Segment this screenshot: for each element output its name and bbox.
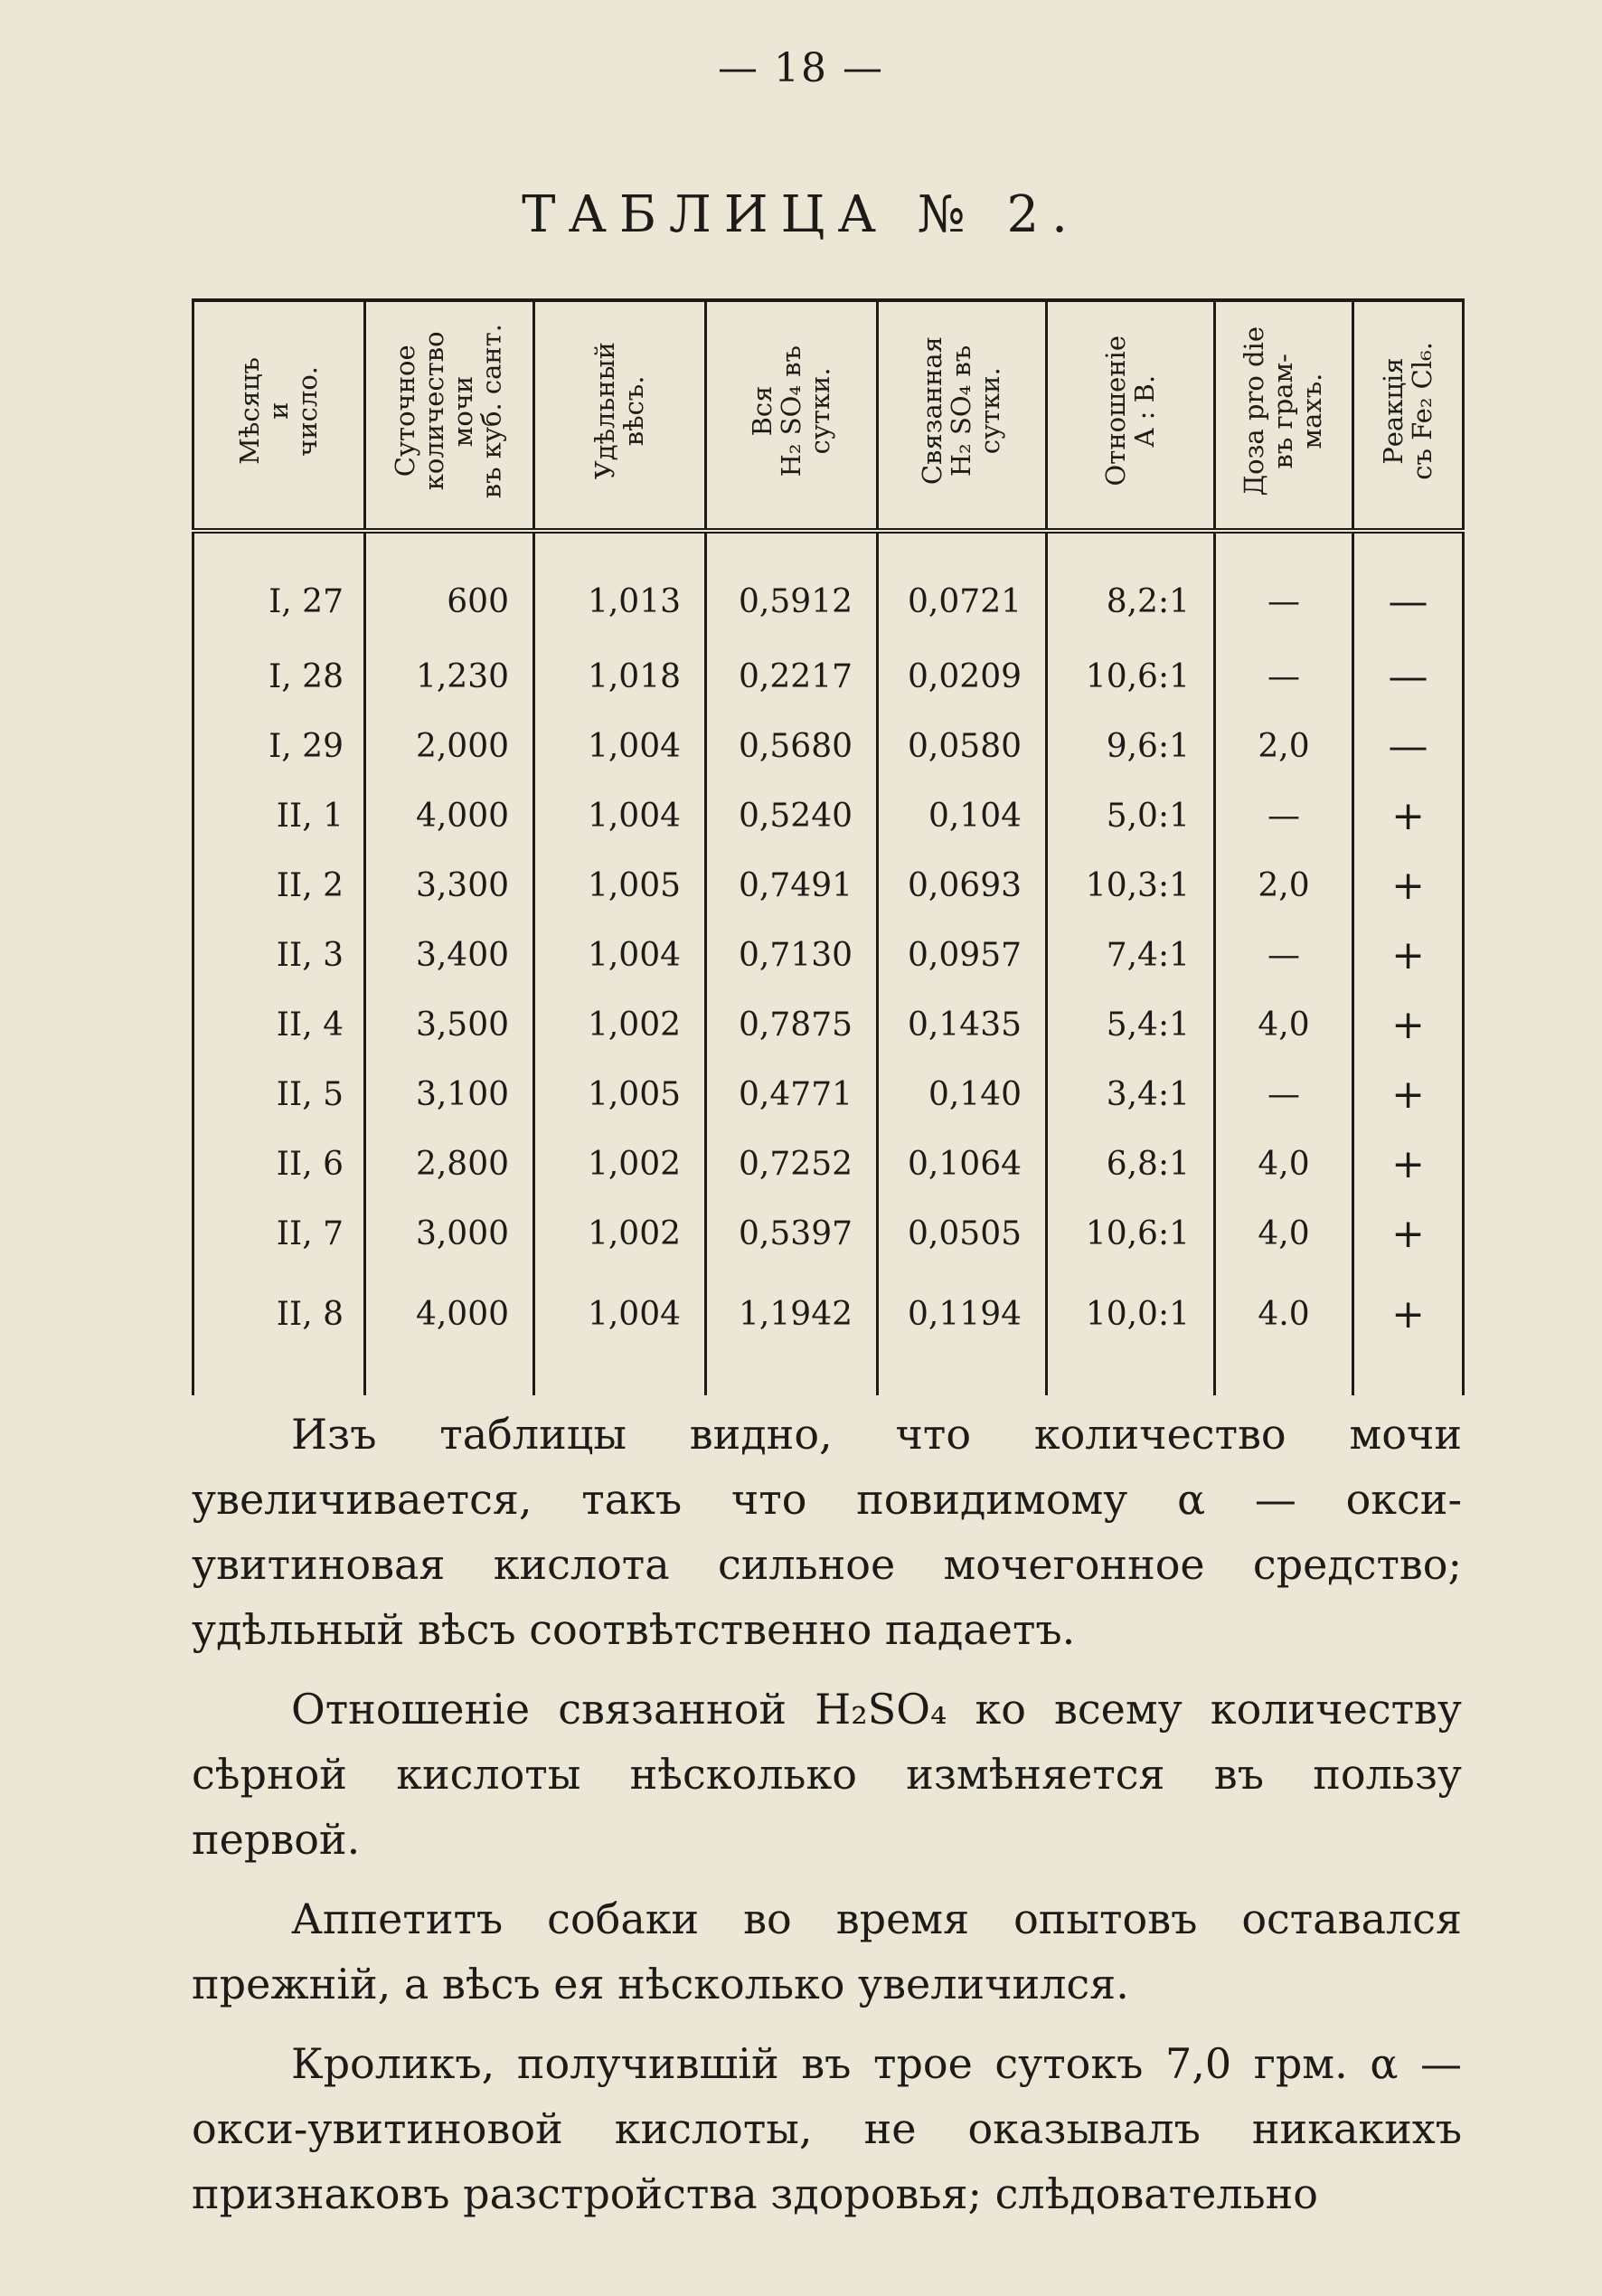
cell-urine: 3,000 <box>365 1199 534 1269</box>
cell-ratio: 10,0:1 <box>1047 1269 1215 1395</box>
cell-bound: 0,0693 <box>878 851 1047 921</box>
table-row <box>193 1060 1464 1129</box>
cell-date: II, 6 <box>193 1129 365 1199</box>
cell-date: II, 2 <box>193 851 365 921</box>
cell-ratio: 9,6:1 <box>1047 712 1215 781</box>
cell-date: II, 7 <box>193 1199 365 1269</box>
cell-reaction: — <box>1353 531 1464 642</box>
cell-ratio: 3,4:1 <box>1047 1060 1215 1129</box>
table-row <box>193 781 1464 851</box>
cell-reaction: + <box>1353 1269 1464 1395</box>
cell-urine: 3,500 <box>365 990 534 1060</box>
cell-reaction: + <box>1353 781 1464 851</box>
cell-ratio: 10,3:1 <box>1047 851 1215 921</box>
cell-total: 0,7252 <box>706 1129 878 1199</box>
cell-dose: 4.0 <box>1215 1269 1353 1395</box>
cell-gravity: 1,004 <box>534 1269 706 1395</box>
cell-bound: 0,0505 <box>878 1199 1047 1269</box>
cell-bound: 0,0209 <box>878 642 1047 712</box>
body-text <box>192 1402 1462 2241</box>
cell-bound: 0,140 <box>878 1060 1047 1129</box>
table-row <box>193 851 1464 921</box>
data-table <box>192 298 1465 1395</box>
cell-urine: 2,800 <box>365 1129 534 1199</box>
col-header-ratio: Отношеніе A : B. <box>1047 300 1215 531</box>
table-row <box>193 921 1464 990</box>
cell-dose: — <box>1215 921 1353 990</box>
cell-urine: 4,000 <box>365 1269 534 1395</box>
cell-bound: 0,0957 <box>878 921 1047 990</box>
col-header-reaction: Реакція съ Fe₂ Cl₆. <box>1353 300 1464 531</box>
cell-urine: 3,300 <box>365 851 534 921</box>
table-row <box>193 990 1464 1060</box>
cell-date: I, 28 <box>193 642 365 712</box>
cell-ratio: 10,6:1 <box>1047 642 1215 712</box>
cell-dose: 2,0 <box>1215 712 1353 781</box>
cell-reaction: + <box>1353 990 1464 1060</box>
cell-ratio: 7,4:1 <box>1047 921 1215 990</box>
cell-gravity: 1,004 <box>534 781 706 851</box>
col-header-urine: Суточное количество мочи въ куб. сант. <box>365 300 534 531</box>
cell-dose: 4,0 <box>1215 990 1353 1060</box>
cell-urine: 1,230 <box>365 642 534 712</box>
cell-reaction: + <box>1353 921 1464 990</box>
cell-dose: 4,0 <box>1215 1129 1353 1199</box>
cell-dose: — <box>1215 781 1353 851</box>
cell-total: 0,2217 <box>706 642 878 712</box>
cell-urine: 3,400 <box>365 921 534 990</box>
cell-urine: 600 <box>365 531 534 642</box>
cell-total: 0,7875 <box>706 990 878 1060</box>
cell-ratio: 8,2:1 <box>1047 531 1215 642</box>
header-row <box>193 300 1464 531</box>
cell-bound: 0,1435 <box>878 990 1047 1060</box>
cell-dose: — <box>1215 531 1353 642</box>
cell-reaction: + <box>1353 1060 1464 1129</box>
col-header-gravity: Удѣльный вѣсъ. <box>534 300 706 531</box>
cell-gravity: 1,004 <box>534 712 706 781</box>
table-row <box>193 1129 1464 1199</box>
cell-date: I, 29 <box>193 712 365 781</box>
cell-reaction: + <box>1353 1199 1464 1269</box>
cell-gravity: 1,018 <box>534 642 706 712</box>
cell-gravity: 1,005 <box>534 851 706 921</box>
cell-gravity: 1,002 <box>534 1199 706 1269</box>
cell-urine: 4,000 <box>365 781 534 851</box>
cell-date: II, 5 <box>193 1060 365 1129</box>
table-row <box>193 1269 1464 1395</box>
cell-gravity: 1,013 <box>534 531 706 642</box>
cell-date: II, 4 <box>193 990 365 1060</box>
col-header-dose: Доза pro die въ грам- махъ. <box>1215 300 1353 531</box>
cell-date: II, 8 <box>193 1269 365 1395</box>
cell-bound: 0,104 <box>878 781 1047 851</box>
col-header-bound-h2so4: Связанная H₂ SO₄ въ сутки. <box>878 300 1047 531</box>
cell-dose: — <box>1215 642 1353 712</box>
cell-date: II, 1 <box>193 781 365 851</box>
col-header-total-h2so4: Вся H₂ SO₄ въ сутки. <box>706 300 878 531</box>
paragraph: Отношеніе связанной H₂SO₄ ко всему количеству сѣрной кислоты нѣсколько измѣняется въ пользу первой. <box>192 1685 1462 1864</box>
paragraph: Аппетитъ собаки во время опытовъ оставался прежній, а вѣсъ ея нѣсколько увеличился. <box>192 1894 1462 2008</box>
cell-reaction: — <box>1353 712 1464 781</box>
cell-ratio: 5,0:1 <box>1047 781 1215 851</box>
cell-dose: 4,0 <box>1215 1199 1353 1269</box>
cell-ratio: 5,4:1 <box>1047 990 1215 1060</box>
cell-reaction: — <box>1353 642 1464 712</box>
table-row <box>193 712 1464 781</box>
cell-gravity: 1,002 <box>534 990 706 1060</box>
cell-urine: 2,000 <box>365 712 534 781</box>
cell-total: 0,5240 <box>706 781 878 851</box>
table-row <box>193 1199 1464 1269</box>
cell-bound: 0,0721 <box>878 531 1047 642</box>
cell-gravity: 1,002 <box>534 1129 706 1199</box>
cell-bound: 0,1194 <box>878 1269 1047 1395</box>
paragraph: Изъ таблицы видно, что количество мочи увеличивается, такъ что повидимому α — окси-увитиновая кислота сильное мочегонное средство; удѣльный вѣсъ соотвѣтственно падаетъ. <box>192 1410 1462 1654</box>
cell-total: 0,7491 <box>706 851 878 921</box>
table-title: ТАБЛИЦА № 2. <box>522 185 1080 244</box>
cell-date: I, 27 <box>193 531 365 642</box>
page-number: — 18 — <box>718 45 884 91</box>
cell-dose: 2,0 <box>1215 851 1353 921</box>
cell-total: 0,5680 <box>706 712 878 781</box>
cell-total: 1,1942 <box>706 1269 878 1395</box>
cell-ratio: 10,6:1 <box>1047 1199 1215 1269</box>
cell-bound: 0,1064 <box>878 1129 1047 1199</box>
col-header-month: Мѣсяцъ и число. <box>193 300 365 531</box>
paragraph: Кроликъ, получившій въ трое сутокъ 7,0 грм. α — окси-увитиновой кислоты, не оказывалъ никакихъ признаковъ разстройства здоровья; слѣдовательно <box>192 2039 1462 2218</box>
table-row <box>193 642 1464 712</box>
cell-reaction: + <box>1353 1129 1464 1199</box>
cell-dose: — <box>1215 1060 1353 1129</box>
cell-bound: 0,0580 <box>878 712 1047 781</box>
cell-gravity: 1,005 <box>534 1060 706 1129</box>
cell-ratio: 6,8:1 <box>1047 1129 1215 1199</box>
cell-urine: 3,100 <box>365 1060 534 1129</box>
cell-total: 0,7130 <box>706 921 878 990</box>
cell-gravity: 1,004 <box>534 921 706 990</box>
cell-reaction: + <box>1353 851 1464 921</box>
table-row <box>193 531 1464 642</box>
cell-total: 0,5912 <box>706 531 878 642</box>
cell-total: 0,5397 <box>706 1199 878 1269</box>
cell-total: 0,4771 <box>706 1060 878 1129</box>
cell-date: II, 3 <box>193 921 365 990</box>
